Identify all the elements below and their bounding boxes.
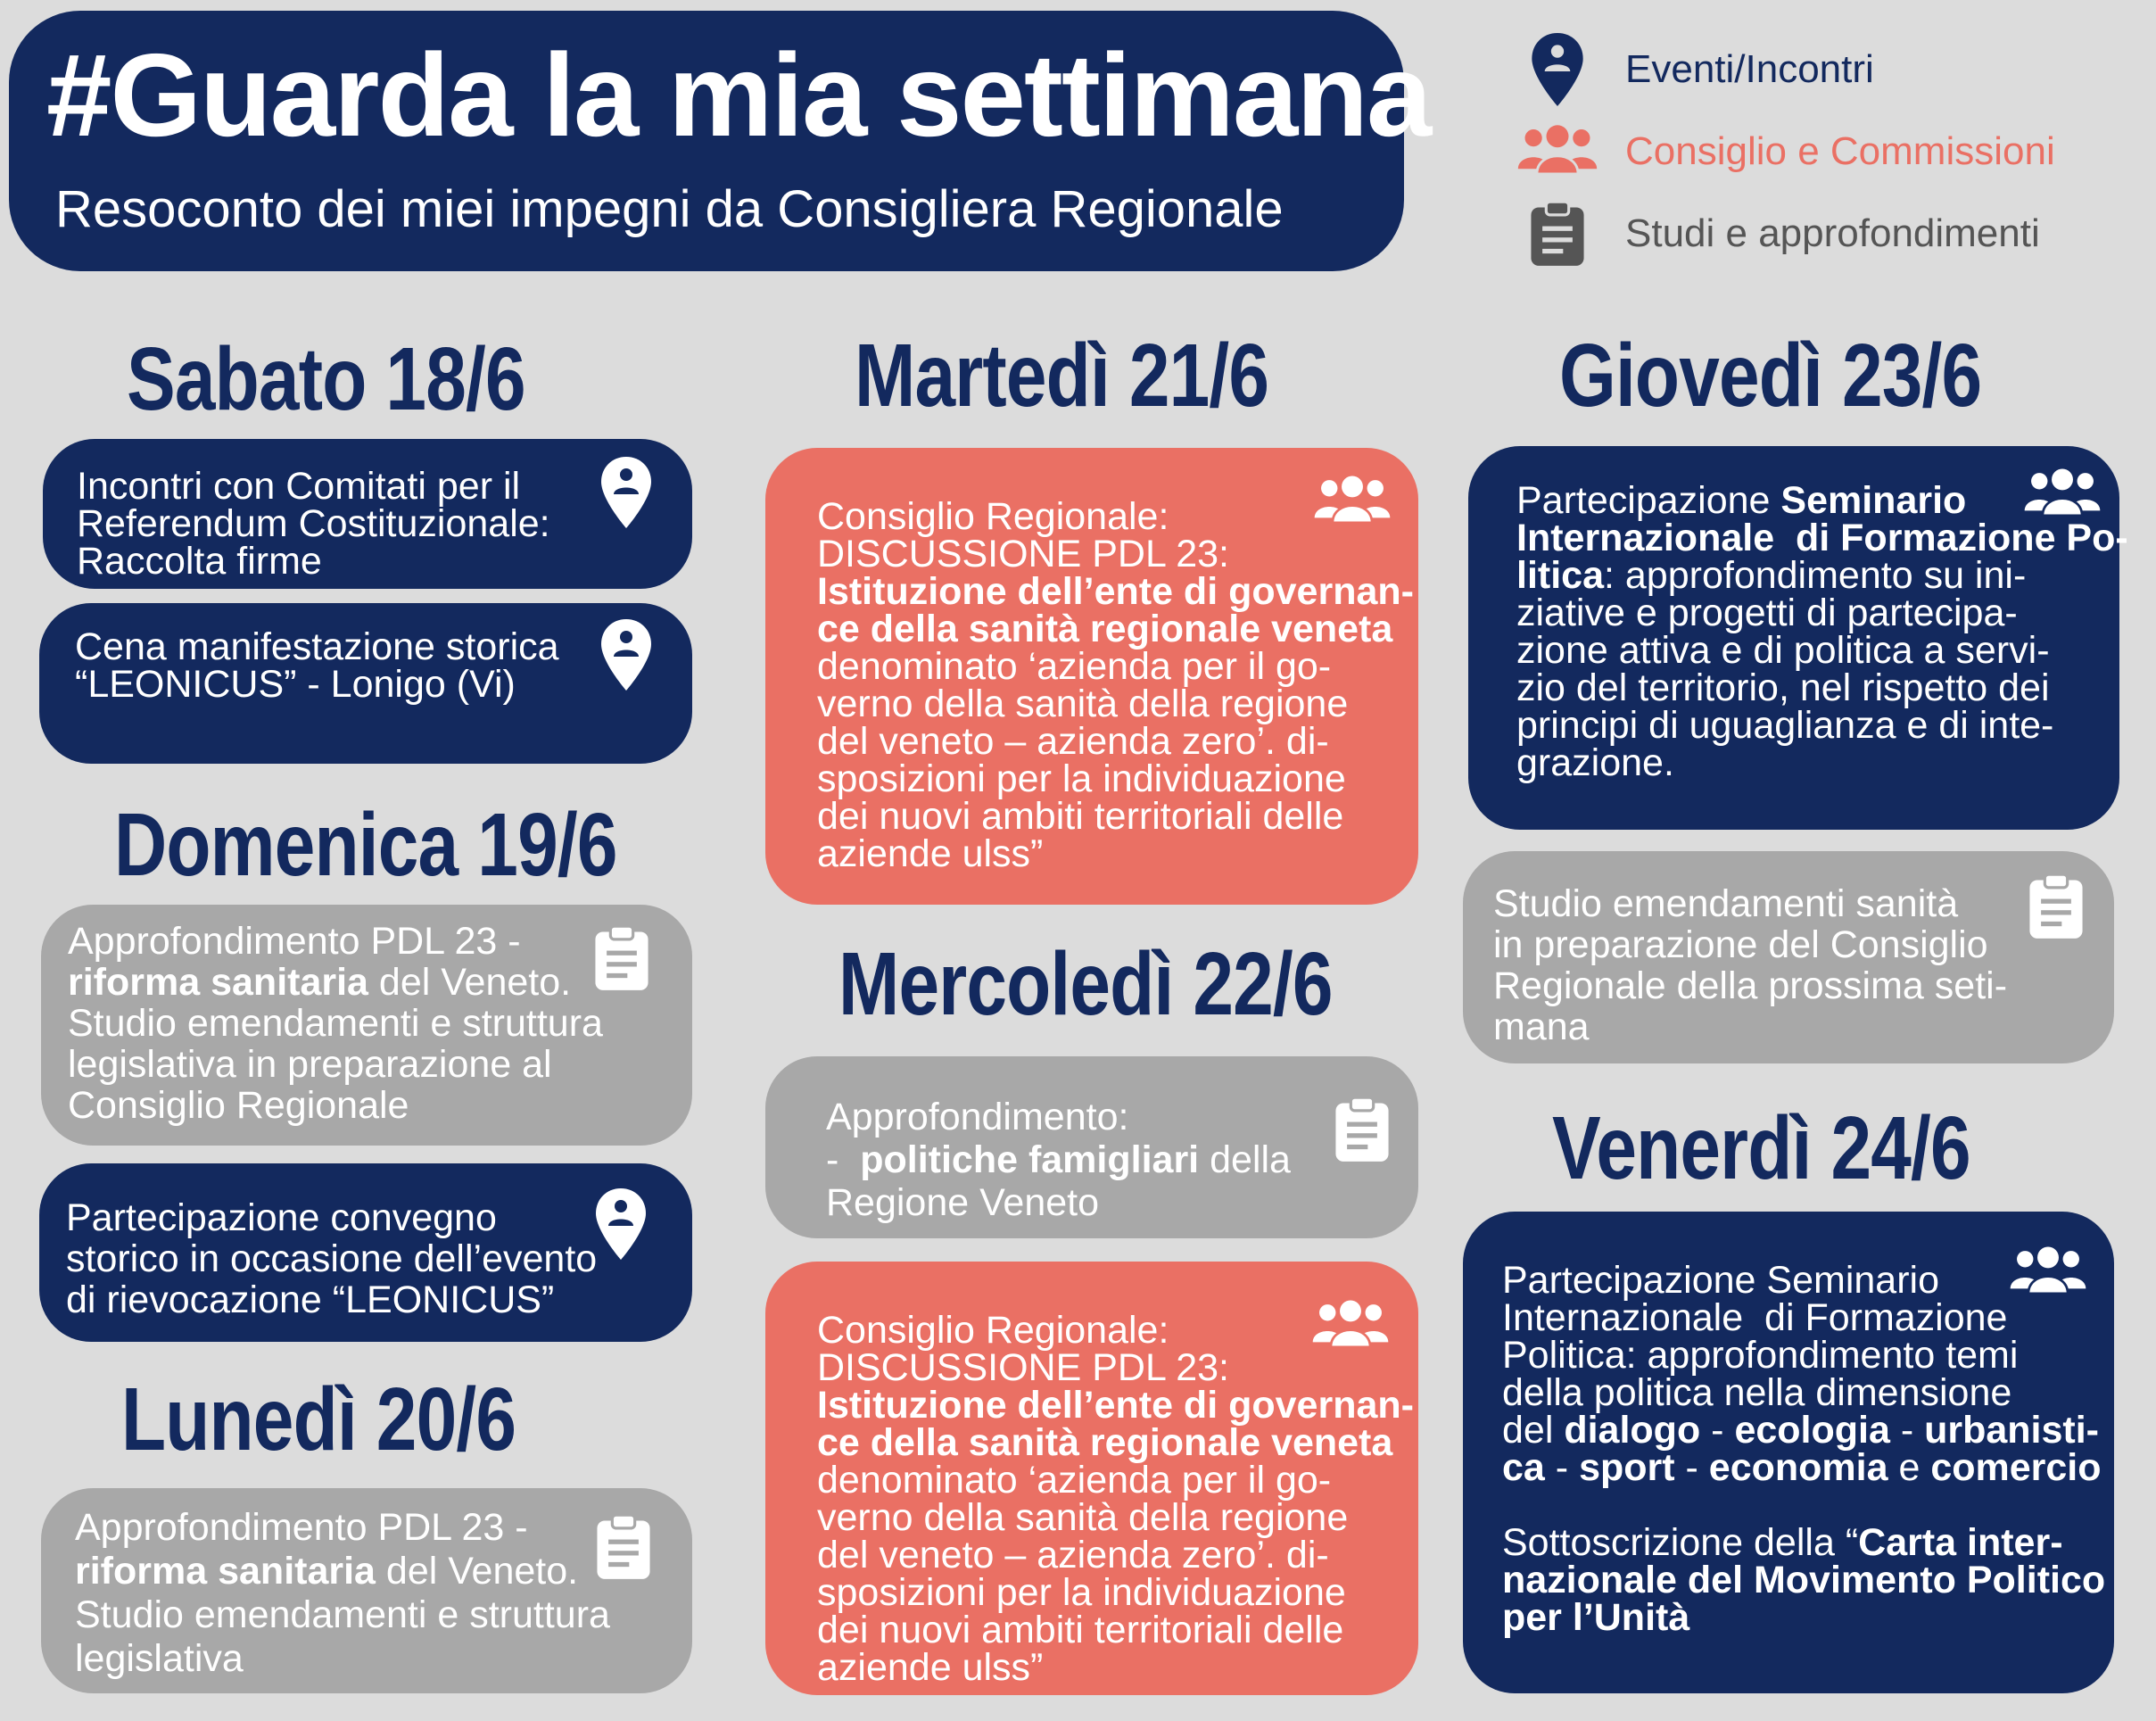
day-heading-sabato: Sabato 18/6 (127, 329, 525, 429)
event-card-cena (39, 603, 692, 764)
card-line: zio del territorio, nel rispetto dei (1516, 666, 2050, 709)
card-line: Approfondimento PDL 23 - (75, 1506, 528, 1549)
card-line (1502, 1409, 2105, 1452)
clipboard-icon (2027, 873, 2086, 947)
card-text: e (1888, 1446, 1931, 1489)
map-pin-person-icon (1513, 34, 1602, 105)
clipboard-icon (1333, 1096, 1392, 1170)
card-bold: ca (1502, 1446, 1545, 1489)
card-line: Approfondimento: (826, 1096, 1129, 1138)
card-line (1502, 1521, 2105, 1564)
legend-label: Consiglio e Commissioni (1625, 129, 2055, 173)
card-text: del Veneto. (375, 1550, 579, 1593)
card-line: grazione. (1516, 741, 1674, 784)
card-line: Consiglio Regionale (68, 1084, 409, 1127)
card-bold: Istituzione dell’ente di governan- (817, 570, 1414, 613)
card-text: - (826, 1138, 861, 1181)
map-pin-person-icon (594, 1187, 648, 1268)
map-pin-person-icon (599, 617, 653, 699)
day-heading-mercoledi: Mercoledì 22/6 (838, 934, 1333, 1034)
study-card-pdl23-lunedi (41, 1488, 692, 1693)
day-heading-lunedi: Lunedì 20/6 (121, 1369, 516, 1469)
card-line: del veneto – azienda zero’. di- (817, 720, 1329, 763)
card-bold: urbanisti- (1924, 1409, 2099, 1452)
event-card-seminario-giovedi (1468, 446, 2128, 830)
council-card-mercoledi (765, 1262, 1418, 1695)
card-line: DISCUSSIONE PDL 23: (817, 533, 1229, 575)
card-line: dei nuovi ambiti territoriali delle (817, 1609, 1344, 1651)
clipboard-icon (592, 924, 651, 998)
card-bold: comercio (1930, 1446, 2102, 1489)
card-bold: litica (1516, 554, 1604, 597)
card-line: ziative e progetti di partecipa- (1516, 592, 2018, 634)
card-line: Referendum Costituzionale: (77, 502, 550, 545)
card-line: verno della sanità della regione (817, 1496, 1349, 1539)
card-line: Consiglio Regionale: (817, 495, 1169, 538)
card-bold: sport (1579, 1446, 1675, 1489)
legend-label: Eventi/Incontri (1625, 47, 1874, 91)
card-line: dei nuovi ambiti territoriali delle (817, 795, 1344, 838)
card-line (826, 1138, 1291, 1181)
card-bold: Seminario (1780, 479, 1967, 522)
card-bold: politiche famigliari (860, 1138, 1200, 1181)
group-people-icon (1311, 475, 1393, 534)
group-people-icon (2007, 1245, 2089, 1305)
card-line (1502, 1446, 2105, 1489)
card-text: della (1199, 1138, 1291, 1181)
study-card-emendamenti (1463, 851, 2114, 1063)
card-line: del veneto – azienda zero’. di- (817, 1534, 1329, 1576)
card-line: aziende ulss” (817, 1646, 1044, 1689)
card-line: Internazionale di Formazione (1502, 1296, 2008, 1339)
legend-item-council (1513, 116, 2137, 187)
card-text: del (1502, 1409, 1565, 1452)
card-line: Incontri con Comitati per il (77, 465, 521, 508)
card-line: Regionale della prossima seti- (1493, 964, 2008, 1007)
day-heading-martedi: Martedì 21/6 (855, 326, 1269, 426)
card-text: : approfondimento su ini- (1604, 554, 2027, 597)
card-text: del Veneto. (368, 961, 572, 1004)
day-heading-giovedi: Giovedì 23/6 (1559, 326, 1982, 426)
card-line: denominato ‘azienda per il go- (817, 645, 1332, 688)
card-bold: Istituzione dell’ente di governan- (817, 1384, 1414, 1427)
paragraph-spacer (1502, 1486, 2105, 1524)
event-card-convegno (39, 1163, 692, 1342)
card-bold: riforma sanitaria (75, 1550, 376, 1593)
card-line: “LEONICUS” - Lonigo (Vi) (75, 663, 516, 706)
study-card-pdl23-domenica (41, 905, 692, 1146)
card-bold: riforma sanitaria (68, 961, 368, 1004)
card-bold: nazionale del Movimento Politico (1502, 1559, 2106, 1601)
card-bold: Carta inter- (1858, 1521, 2063, 1564)
card-line: Studio emendamenti e struttura (68, 1002, 603, 1045)
card-bold: ce della sanità regionale veneta (817, 1421, 1393, 1464)
card-line: Raccolta firme (77, 540, 322, 583)
card-bold: dialogo (1564, 1409, 1701, 1452)
card-line: Consiglio Regionale: (817, 1309, 1169, 1352)
card-line: verno della sanità della regione (817, 683, 1349, 725)
card-line: DISCUSSIONE PDL 23: (817, 1346, 1229, 1389)
card-text: - (1544, 1446, 1580, 1489)
header-banner (9, 11, 1431, 271)
card-line: Regione Veneto (826, 1181, 1100, 1224)
card-line: Partecipazione convegno (66, 1196, 497, 1239)
card-line: storico in occasione dell’evento (66, 1237, 598, 1280)
card-text: - (1700, 1409, 1735, 1452)
card-line: sposizioni per la individuazione (817, 757, 1346, 800)
card-line: zione attiva e di politica a servi- (1516, 629, 2050, 672)
card-text: Sottoscrizione della “ (1502, 1521, 1859, 1564)
study-card-politiche-famigliari (765, 1056, 1418, 1238)
card-line: di rievocazione “LEONICUS” (66, 1278, 555, 1321)
card-line: sposizioni per la individuazione (817, 1571, 1346, 1614)
card-bold: per l’Unità (1502, 1596, 1690, 1639)
group-people-icon (1513, 116, 1602, 187)
map-pin-person-icon (599, 455, 653, 536)
card-line (68, 962, 603, 1003)
card-line: mana (1493, 1005, 1590, 1048)
card-line: Approfondimento PDL 23 - (68, 920, 521, 963)
page-subtitle: Resoconto dei miei impegni da Consigliera Regionale (55, 180, 1284, 238)
card-line (1516, 554, 2128, 597)
card-bold: economia (1708, 1446, 1888, 1489)
legend-label: Studi e approfondimenti (1625, 211, 2040, 255)
group-people-icon (1309, 1299, 1392, 1359)
card-line: legislativa (75, 1637, 244, 1680)
card-line: Studio emendamenti e struttura (75, 1593, 610, 1636)
day-heading-domenica: Domenica 19/6 (114, 795, 617, 895)
card-text: Partecipazione (1516, 479, 1781, 522)
group-people-icon (2021, 467, 2103, 527)
card-line (75, 1550, 610, 1593)
card-line: della politica nella dimensione (1502, 1371, 2012, 1414)
legend-item-events (1513, 34, 2137, 105)
legend-item-studies (1513, 198, 2137, 269)
card-line: Cena manifestazione storica (75, 625, 559, 668)
day-heading-venerdi: Venerdì 24/6 (1552, 1098, 1970, 1198)
card-text: - (1674, 1446, 1709, 1489)
card-line: legislativa in preparazione al (68, 1043, 552, 1086)
card-line: Politica: approfondimento temi (1502, 1334, 2019, 1377)
event-card-comitati (43, 439, 692, 589)
council-card-martedi (765, 448, 1418, 905)
card-line: in preparazione del Consiglio (1493, 923, 1988, 966)
card-line: aziende ulss” (817, 832, 1044, 875)
card-bold: ce della sanità regionale veneta (817, 608, 1393, 650)
card-line: Studio emendamenti sanità (1493, 882, 1959, 925)
page-title: #Guarda la mia settimana (46, 29, 1431, 161)
card-bold: Internazionale di Formazione Po- (1516, 517, 2128, 559)
card-line: denominato ‘azienda per il go- (817, 1459, 1332, 1502)
card-line: Partecipazione Seminario (1502, 1259, 1939, 1302)
event-card-seminario-venerdi (1463, 1212, 2114, 1693)
card-bold: ecologia (1734, 1409, 1890, 1452)
clipboard-icon (594, 1513, 653, 1587)
clipboard-icon (1513, 198, 1602, 269)
card-line: principi di uguaglianza e di inte- (1516, 704, 2054, 747)
card-text: - (1889, 1409, 1925, 1452)
